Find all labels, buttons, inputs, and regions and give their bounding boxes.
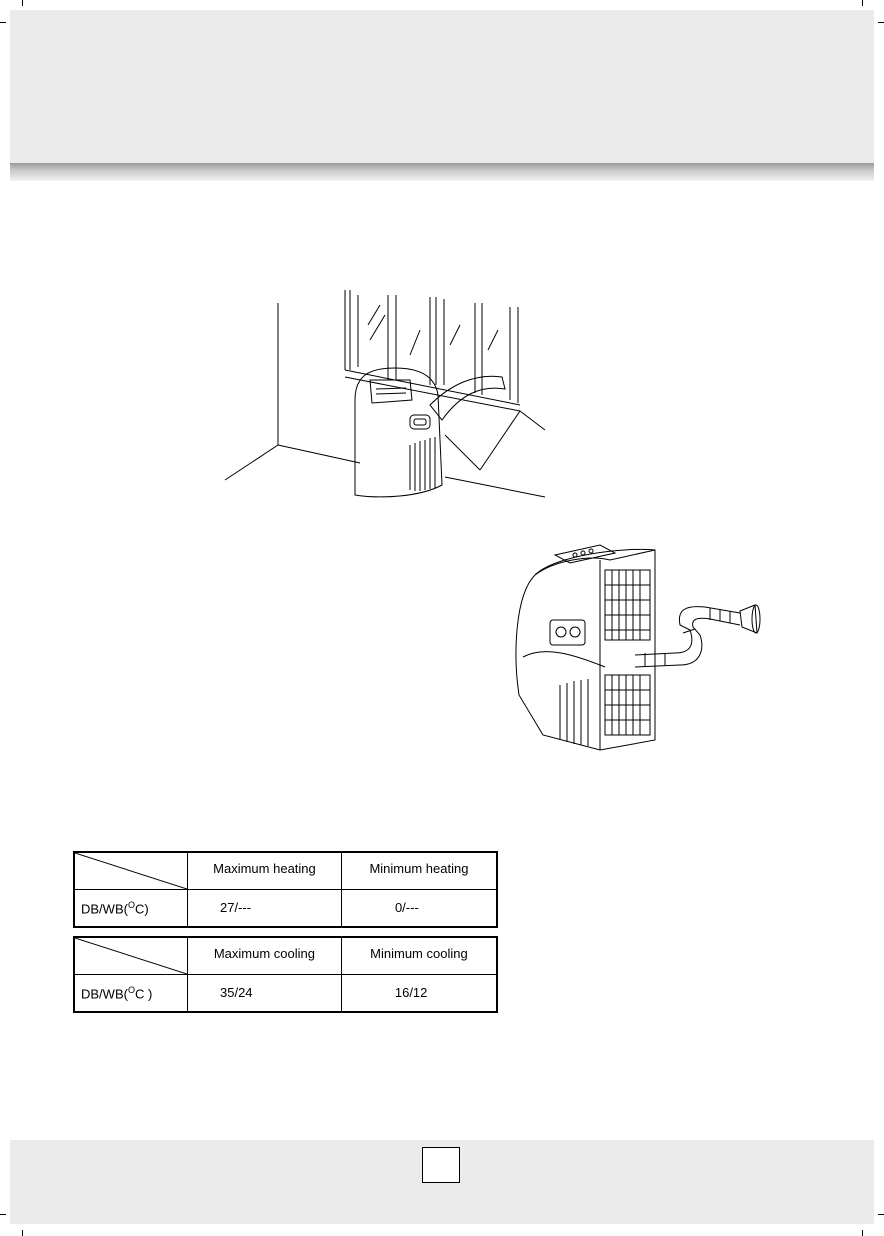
- heating-conditions-table: [73, 851, 498, 928]
- crop-mark: [0, 1214, 6, 1215]
- column-header: Minimum cooling: [341, 937, 497, 975]
- min-heating-value: 0/---: [341, 890, 497, 928]
- cooling-conditions-table: [73, 936, 498, 1013]
- max-heating-value: 27/---: [188, 890, 342, 928]
- crop-mark: [862, 1230, 863, 1236]
- row-label: DB/WB($^O$C): [74, 890, 188, 928]
- row-label: DB/WB($^O$C ): [74, 975, 188, 1013]
- max-cooling-value: 35/24: [188, 975, 342, 1013]
- table-row: [74, 852, 497, 890]
- room-window-illustration: [220, 285, 550, 505]
- header-shadow: [10, 163, 874, 181]
- table-row: [74, 975, 497, 1013]
- crop-mark: [22, 0, 23, 6]
- table-row: [74, 890, 497, 928]
- crop-mark: [878, 1214, 884, 1215]
- column-header: Minimum heating: [341, 852, 497, 890]
- crop-mark: [862, 0, 863, 6]
- table-corner-cell: [74, 937, 188, 975]
- page-number-box: [422, 1147, 460, 1183]
- crop-mark: [878, 22, 884, 23]
- column-header: Maximum cooling: [188, 937, 342, 975]
- min-cooling-value: 16/12: [341, 975, 497, 1013]
- crop-mark: [0, 22, 6, 23]
- unit-rear-hose-illustration: [505, 535, 775, 755]
- table-corner-cell: [74, 852, 188, 890]
- column-header: Maximum heating: [188, 852, 342, 890]
- header-band: [10, 10, 874, 163]
- table-row: [74, 937, 497, 975]
- crop-mark: [22, 1230, 23, 1236]
